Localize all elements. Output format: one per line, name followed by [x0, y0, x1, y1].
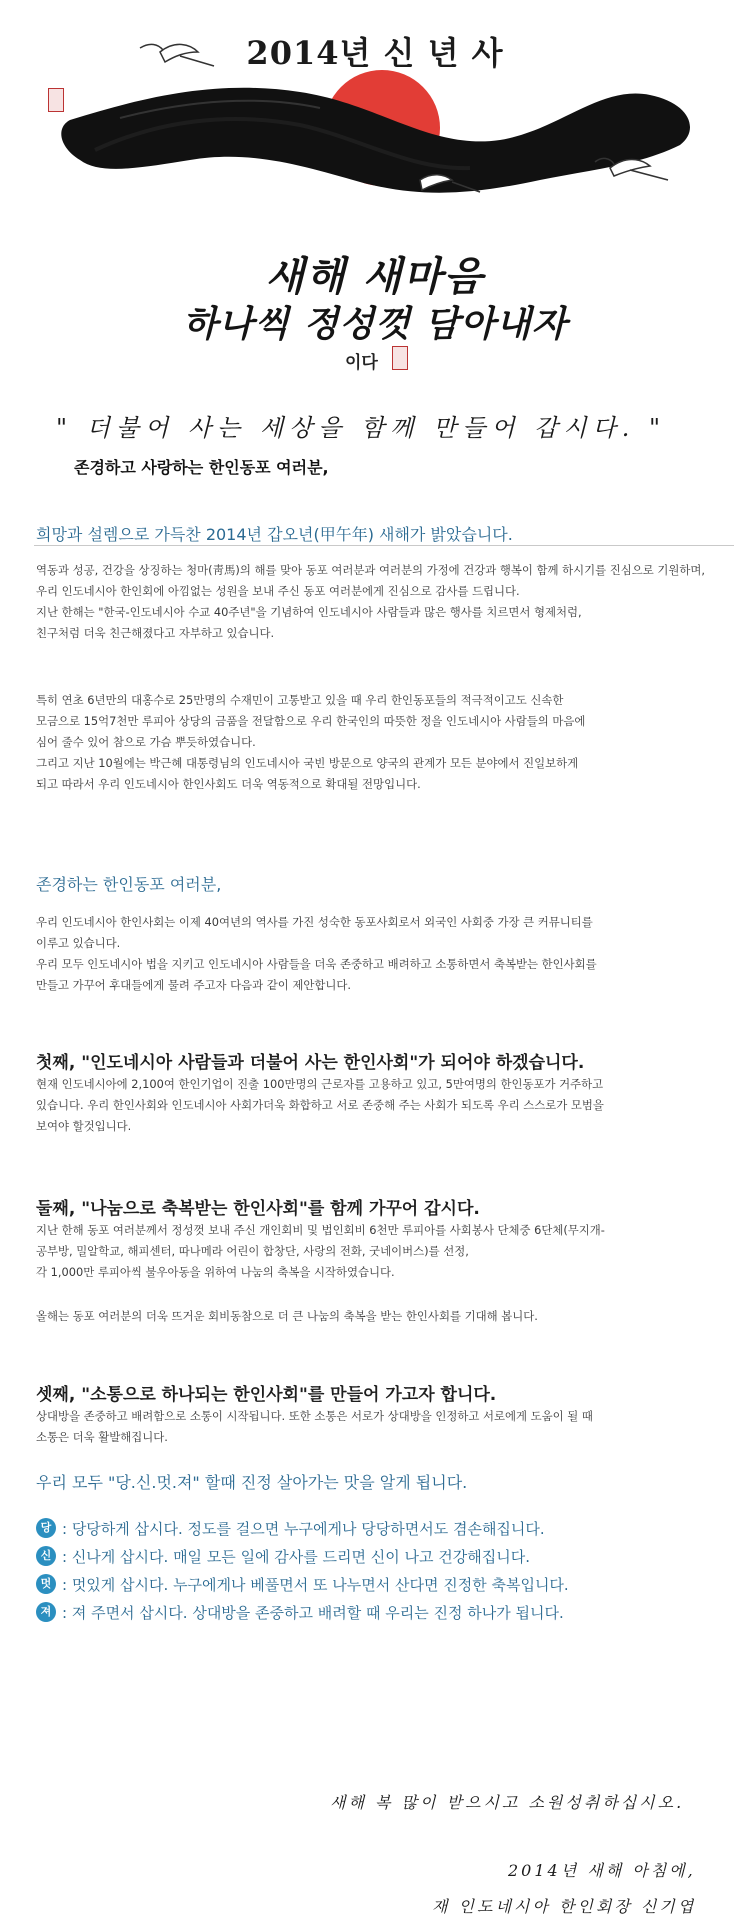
- page-title: 2014년 신 년 사: [246, 34, 504, 72]
- greeting: 존경하고 사랑하는 한인동포 여러분,: [74, 458, 329, 477]
- paragraph-line: 올해는 동포 여러분의 더욱 뜨거운 회비동참으로 더 큰 나눔의 축복을 받는 한인사회를 기대해 봅니다.: [36, 1309, 538, 1323]
- paragraph-first: [36, 1074, 736, 1137]
- list-item-text: : 멋있게 삽시다. 누구에게나 베풀면서 또 나누면서 산다면 진정한 축복입니다.: [62, 1575, 569, 1594]
- artist-signature: 이다: [345, 353, 378, 373]
- divider: [34, 545, 734, 546]
- closing-blessing: 새해 복 많이 받으시고 소원성취하십시오.: [330, 1793, 685, 1812]
- list-item-text: : 신나게 삽시다. 매일 모든 일에 감사를 드리면 신이 나고 건강해집니다.: [62, 1547, 530, 1566]
- sin-badge: 신: [36, 1546, 56, 1566]
- paragraph-line: 그리고 지난 10월에는 박근혜 대통령님의 인도네시아 국빈 방문으로 양국의 관계가 모든 분야에서 진일보하게: [36, 756, 579, 770]
- dangsin-heading: 우리 모두 "당.신.멋.져" 할때 진정 살아가는 맛을 알게 됩니다.: [36, 1473, 468, 1492]
- paragraph-line: 되고 따라서 우리 인도네시아 한인사회도 더욱 역동적으로 확대될 전망입니다.: [36, 777, 421, 791]
- paragraph-line: 친구처럼 더욱 친근해졌다고 자부하고 있습니다.: [36, 626, 275, 640]
- dangsin-list: [36, 1514, 736, 1626]
- red-seal-signature: [392, 346, 408, 370]
- paragraph-line: 우리 인도네시아 한인사회는 이제 40여년의 역사를 가진 성숙한 동포사회로서 외국인 사회중 가장 큰 커뮤니티를: [36, 915, 593, 929]
- paragraph-line: 소통은 더욱 활발해집니다.: [36, 1430, 168, 1444]
- list-item: [36, 1542, 736, 1570]
- section-heading-respected: 존경하는 한인동포 여러분,: [36, 875, 222, 894]
- dang-badge: 당: [36, 1518, 56, 1538]
- section-heading-new-year: 희망과 설렘으로 가득찬 2014년 갑오년(甲午年) 새해가 밝았습니다.: [36, 525, 513, 544]
- paragraph-line: 모금으로 15억7천만 루피아 상당의 금품을 전달함으로 우리 한국인의 따뜻한 정을 인도네시아 사람들의 마음에: [36, 714, 586, 728]
- jyeo-badge: 져: [36, 1602, 56, 1622]
- list-item-text: : 져 주면서 삽시다. 상대방을 존중하고 배려할 때 우리는 진정 하나가 됩니다.: [62, 1603, 564, 1622]
- paragraph-line: 특히 연초 6년만의 대홍수로 25만명의 수재민이 고통받고 있을 때 우리 한인동포들의 적극적이고도 신속한: [36, 693, 564, 707]
- closing-date: 2014년 새해 아침에,: [508, 1861, 696, 1880]
- paragraph-community: [36, 912, 736, 996]
- calligraphy-line-2: 하나씩 정성껏 담아내자: [182, 303, 568, 345]
- paragraph-line: 지난 한해는 "한국-인도네시아 수교 40주년"을 기념하여 인도네시아 사람들과 많은 행사를 치르면서 형제처럼,: [36, 605, 582, 619]
- red-seal-left: [48, 88, 64, 112]
- paragraph-line: 심어 줄수 있어 참으로 가슴 뿌듯하였습니다.: [36, 735, 256, 749]
- paragraph-line: 지난 한해 동포 여러분께서 정성껏 보내 주신 개인회비 및 법인회비 6천만 루피아를 사회봉사 단체중 6단체(무지개-: [36, 1223, 605, 1237]
- list-item: [36, 1598, 736, 1626]
- paragraph-line: 상대방을 존중하고 배려함으로 소통이 시작됩니다. 또한 소통은 서로가 상대방을 인정하고 서로에게 도움이 될 때: [36, 1409, 593, 1423]
- paragraph-second: [36, 1220, 736, 1283]
- new-year-banner: [0, 0, 750, 395]
- paragraph-line: 현재 인도네시아에 2,100여 한인기업이 진출 100만명의 근로자를 고용하고 있고, 5만여명의 한인동포가 거주하고: [36, 1077, 604, 1091]
- paragraph-events: [36, 690, 736, 795]
- paragraph-second-extra: [36, 1306, 736, 1327]
- paragraph-line: 보여야 할것입니다.: [36, 1119, 132, 1133]
- closing-author: 재 인도네시아 한인회장 신기엽: [432, 1897, 697, 1916]
- paragraph-third: [36, 1406, 736, 1448]
- paragraph-line: 있습니다. 우리 한인사회와 인도네시아 사회가더욱 화합하고 서로 존중해 주는 사회가 되도록 우리 스스로가 모범을: [36, 1098, 604, 1112]
- meot-badge: 멋: [36, 1574, 56, 1594]
- paragraph-line: 각 1,000만 루피아씩 불우아동을 위하여 나눔의 축복을 시작하였습니다.: [36, 1265, 395, 1279]
- list-item: [36, 1514, 736, 1542]
- paragraph-line: 역동과 성공, 건강을 상징하는 청마(靑馬)의 해를 맞아 동포 여러분과 여러분의 가정에 건강과 행복이 함께 하시기를 진심으로 기원하며,: [36, 563, 706, 577]
- paragraph-intro: [36, 560, 736, 644]
- paragraph-line: 우리 인도네시아 한인회에 아낌없는 성원을 보내 주신 동포 여러분에게 진심으로 감사를 드립니다.: [36, 584, 520, 598]
- list-item-text: : 당당하게 삽시다. 정도를 걸으면 누구에게나 당당하면서도 겸손해집니다.: [62, 1519, 545, 1538]
- paragraph-line: 우리 모두 인도네시아 법을 지키고 인도네시아 사람들을 더욱 존중하고 배려하고 소통하면서 축복받는 한인사회를: [36, 957, 597, 971]
- proposal-heading-third: 셋째, "소통으로 하나되는 한인사회"를 만들어 가고자 합니다.: [36, 1385, 497, 1405]
- paragraph-line: 이루고 있습니다.: [36, 936, 121, 950]
- paragraph-line: 만들고 가꾸어 후대들에게 물려 주고자 다음과 같이 제안합니다.: [36, 978, 352, 992]
- calligraphy-line-1: 새해 새마음: [265, 253, 485, 300]
- list-item: [36, 1570, 736, 1598]
- slogan: " 더불어 사는 세상을 함께 만들어 갑시다. ": [56, 414, 667, 442]
- paragraph-line: 공부방, 밀알학교, 해피센터, 따나메라 어린이 합창단, 사랑의 전화, 굿네이버스)를 선정,: [36, 1244, 469, 1258]
- proposal-heading-first: 첫째, "인도네시아 사람들과 더불어 사는 한인사회"가 되어야 하겠습니다.: [36, 1053, 585, 1073]
- proposal-heading-second: 둘째, "나눔으로 축복받는 한인사회"를 함께 가꾸어 갑시다.: [36, 1199, 480, 1219]
